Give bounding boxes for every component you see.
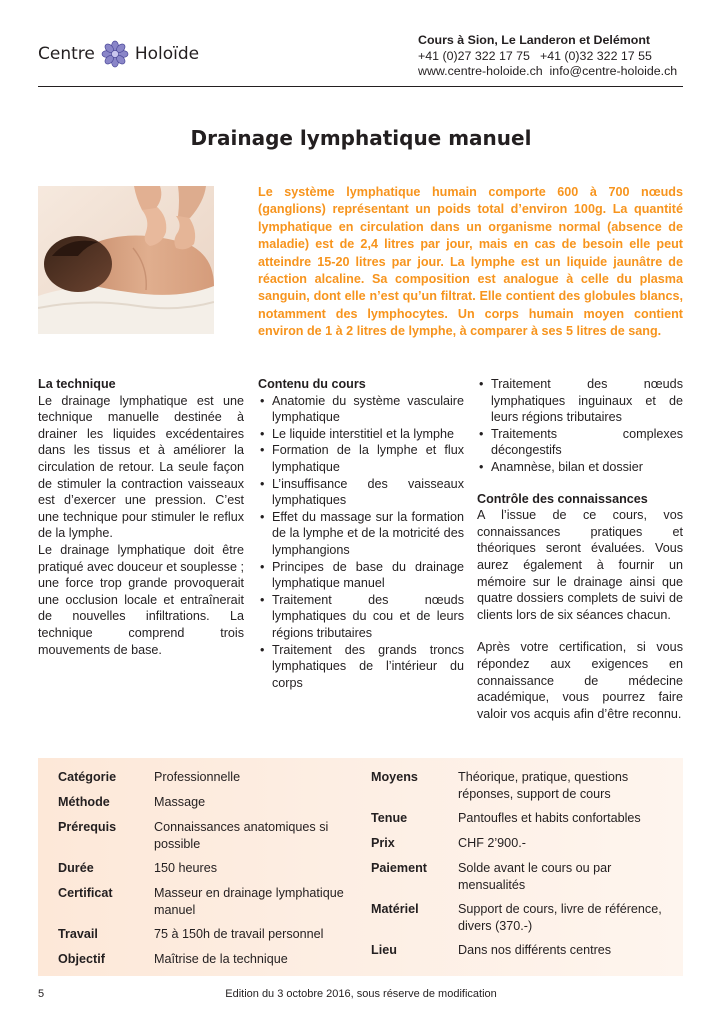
flower-logo-icon [101,40,129,68]
info-value: Masseur en drainage lymphatique manuel [154,886,344,917]
phone-landeron: +41 (0)32 322 17 55 [539,48,652,63]
info-label: Prérequis [58,820,117,834]
info-label: Tenue [371,811,408,825]
info-value: Professionnelle [154,770,241,784]
controle-section [477,376,683,722]
brand-name-right: Holoïde [134,44,200,64]
list-item: • Traitement des nœuds lymphatiques inguinaux et de leurs régions tributaires [477,376,683,426]
controle-paragraph-2: Après votre certification, si vous répondez aux exigences en connaissance de médecine académique, vous pourrez faire valoir vos acquis afin d’être reconnu. [477,640,683,721]
list-item: • Le liquide interstitiel et la lymphe [258,426,464,443]
brand-name-left: Centre [38,44,95,64]
massage-photo [38,186,214,334]
info-label: Catégorie [58,770,117,784]
contenu-heading: Contenu du cours [258,377,366,391]
info-label: Objectif [58,952,105,966]
controle-paragraph-1: A l’issue de ce cours, vos connaissances pratiques et théoriques seront évaluées. Vous aurez également à fournir un mémoire sur le drainage ainsi que quatre dossiers complets de suivi de clients lors de six séances chacun. [477,508,683,622]
info-label: Moyens [371,770,418,784]
phone-sion: +41 (0)27 322 17 75 [418,48,530,63]
info-label: Prix [371,836,395,850]
list-item: • Anamnèse, bilan et dossier [477,459,683,476]
info-value: Maîtrise de la technique [154,952,288,966]
contact-web-email [418,64,677,80]
info-label: Travail [58,927,98,941]
contact-phones [418,49,677,65]
contenu-list [258,393,464,692]
info-label: Méthode [58,795,110,809]
email-link[interactable]: info@centre-holoide.ch [549,64,678,78]
contenu-list-continued [477,376,683,476]
info-label: Paiement [371,861,427,875]
info-label: Certificat [58,886,113,900]
list-item: • Effet du massage sur la formation de la lymphe et de la motricité des lymphangions [258,509,464,559]
technique-section [38,376,244,658]
intro-paragraph: Le système lymphatique humain comporte 600 à 700 nœuds (ganglions) représentant un poids total d’environ 100g. La quantité lymphatique en circulation dans un organisme normal (absence de maladie) est de 2,4 litres par jour, mais en cas de besoin elle peut atteindre 15-20 litres par jour. La lymphe est un liquide jaunâtre de réaction alcaline. Sa composition est analogue à celle du plasma sanguin, dont elle n’est qu’un filtrat. Elle contient des globules blancs, notamment des lymphocytes. Un corps humain moyen contient environ de 1 à 2 litres de lymphe, à comparer à ses 5 litres de sang. [258,185,683,339]
info-value: Pantoufles et habits confortables [458,811,641,825]
list-item: • Traitement des nœuds lymphatiques du cou et de leurs régions tributaires [258,592,464,642]
list-item: • L’insuffisance des vaisseaux lymphatiques [258,476,464,509]
info-value: 75 à 150h de travail personnel [154,927,324,941]
list-item: • Anatomie du système vasculaire lymphatique [258,393,464,426]
contact-title: Cours à Sion, Le Landeron et Delémont [418,33,651,47]
controle-heading: Contrôle des connaissances [477,491,648,506]
brand-logo [38,40,199,68]
info-value: Solde avant le cours ou par mensualités [458,861,612,892]
info-label: Matériel [371,902,419,916]
technique-paragraph-2: Le drainage lymphatique doit être pratiqué avec douceur et souplesse ; une force trop grande provoquerait une occlusion locale et entraînerait de nouvelles infiltrations. La technique comprend trois mouvements de base. [38,542,244,657]
info-value: Dans nos différents centres [458,943,612,957]
info-value: Théorique, pratique, questions réponses, support de cours [458,770,629,801]
contenu-section [258,376,464,691]
info-value: CHF 2’900.- [458,836,526,850]
info-value: Massage [154,795,206,809]
list-item: • Traitements complexes décongestifs [477,426,683,459]
course-info-box [38,758,683,976]
info-value: Connaissances anatomiques si possible [154,820,329,851]
list-item: • Traitement des grands troncs lymphatiques de l’intérieur du corps [258,642,464,692]
page-number: 5 [38,988,45,1000]
technique-paragraph-1: Le drainage lymphatique est une technique manuelle destinée à drainer les liquides excédentaires dans les tissus et à améliorer la circulation de retour. La seule façon de stimuler la contraction vaisseaux est d’exercer une pression. C’est une technique pour stimuler le reflux de la lymphe. [38,393,244,541]
header-divider [38,86,683,87]
info-label: Durée [58,861,94,875]
info-value: Support de cours, livre de référence, divers (370.-) [458,902,662,933]
page-title: Drainage lymphatique manuel [190,126,532,150]
contact-block [418,33,677,80]
list-item: • Principes de base du drainage lymphatique manuel [258,559,464,592]
technique-heading: La technique [38,377,116,391]
list-item: • Formation de la lymphe et flux lymphatique [258,442,464,475]
info-label: Lieu [371,943,397,957]
website-link[interactable]: www.centre-holoide.ch [418,64,543,78]
info-value: 150 heures [154,861,218,875]
edition-note: Edition du 3 octobre 2016, sous réserve de modification [225,988,497,1000]
